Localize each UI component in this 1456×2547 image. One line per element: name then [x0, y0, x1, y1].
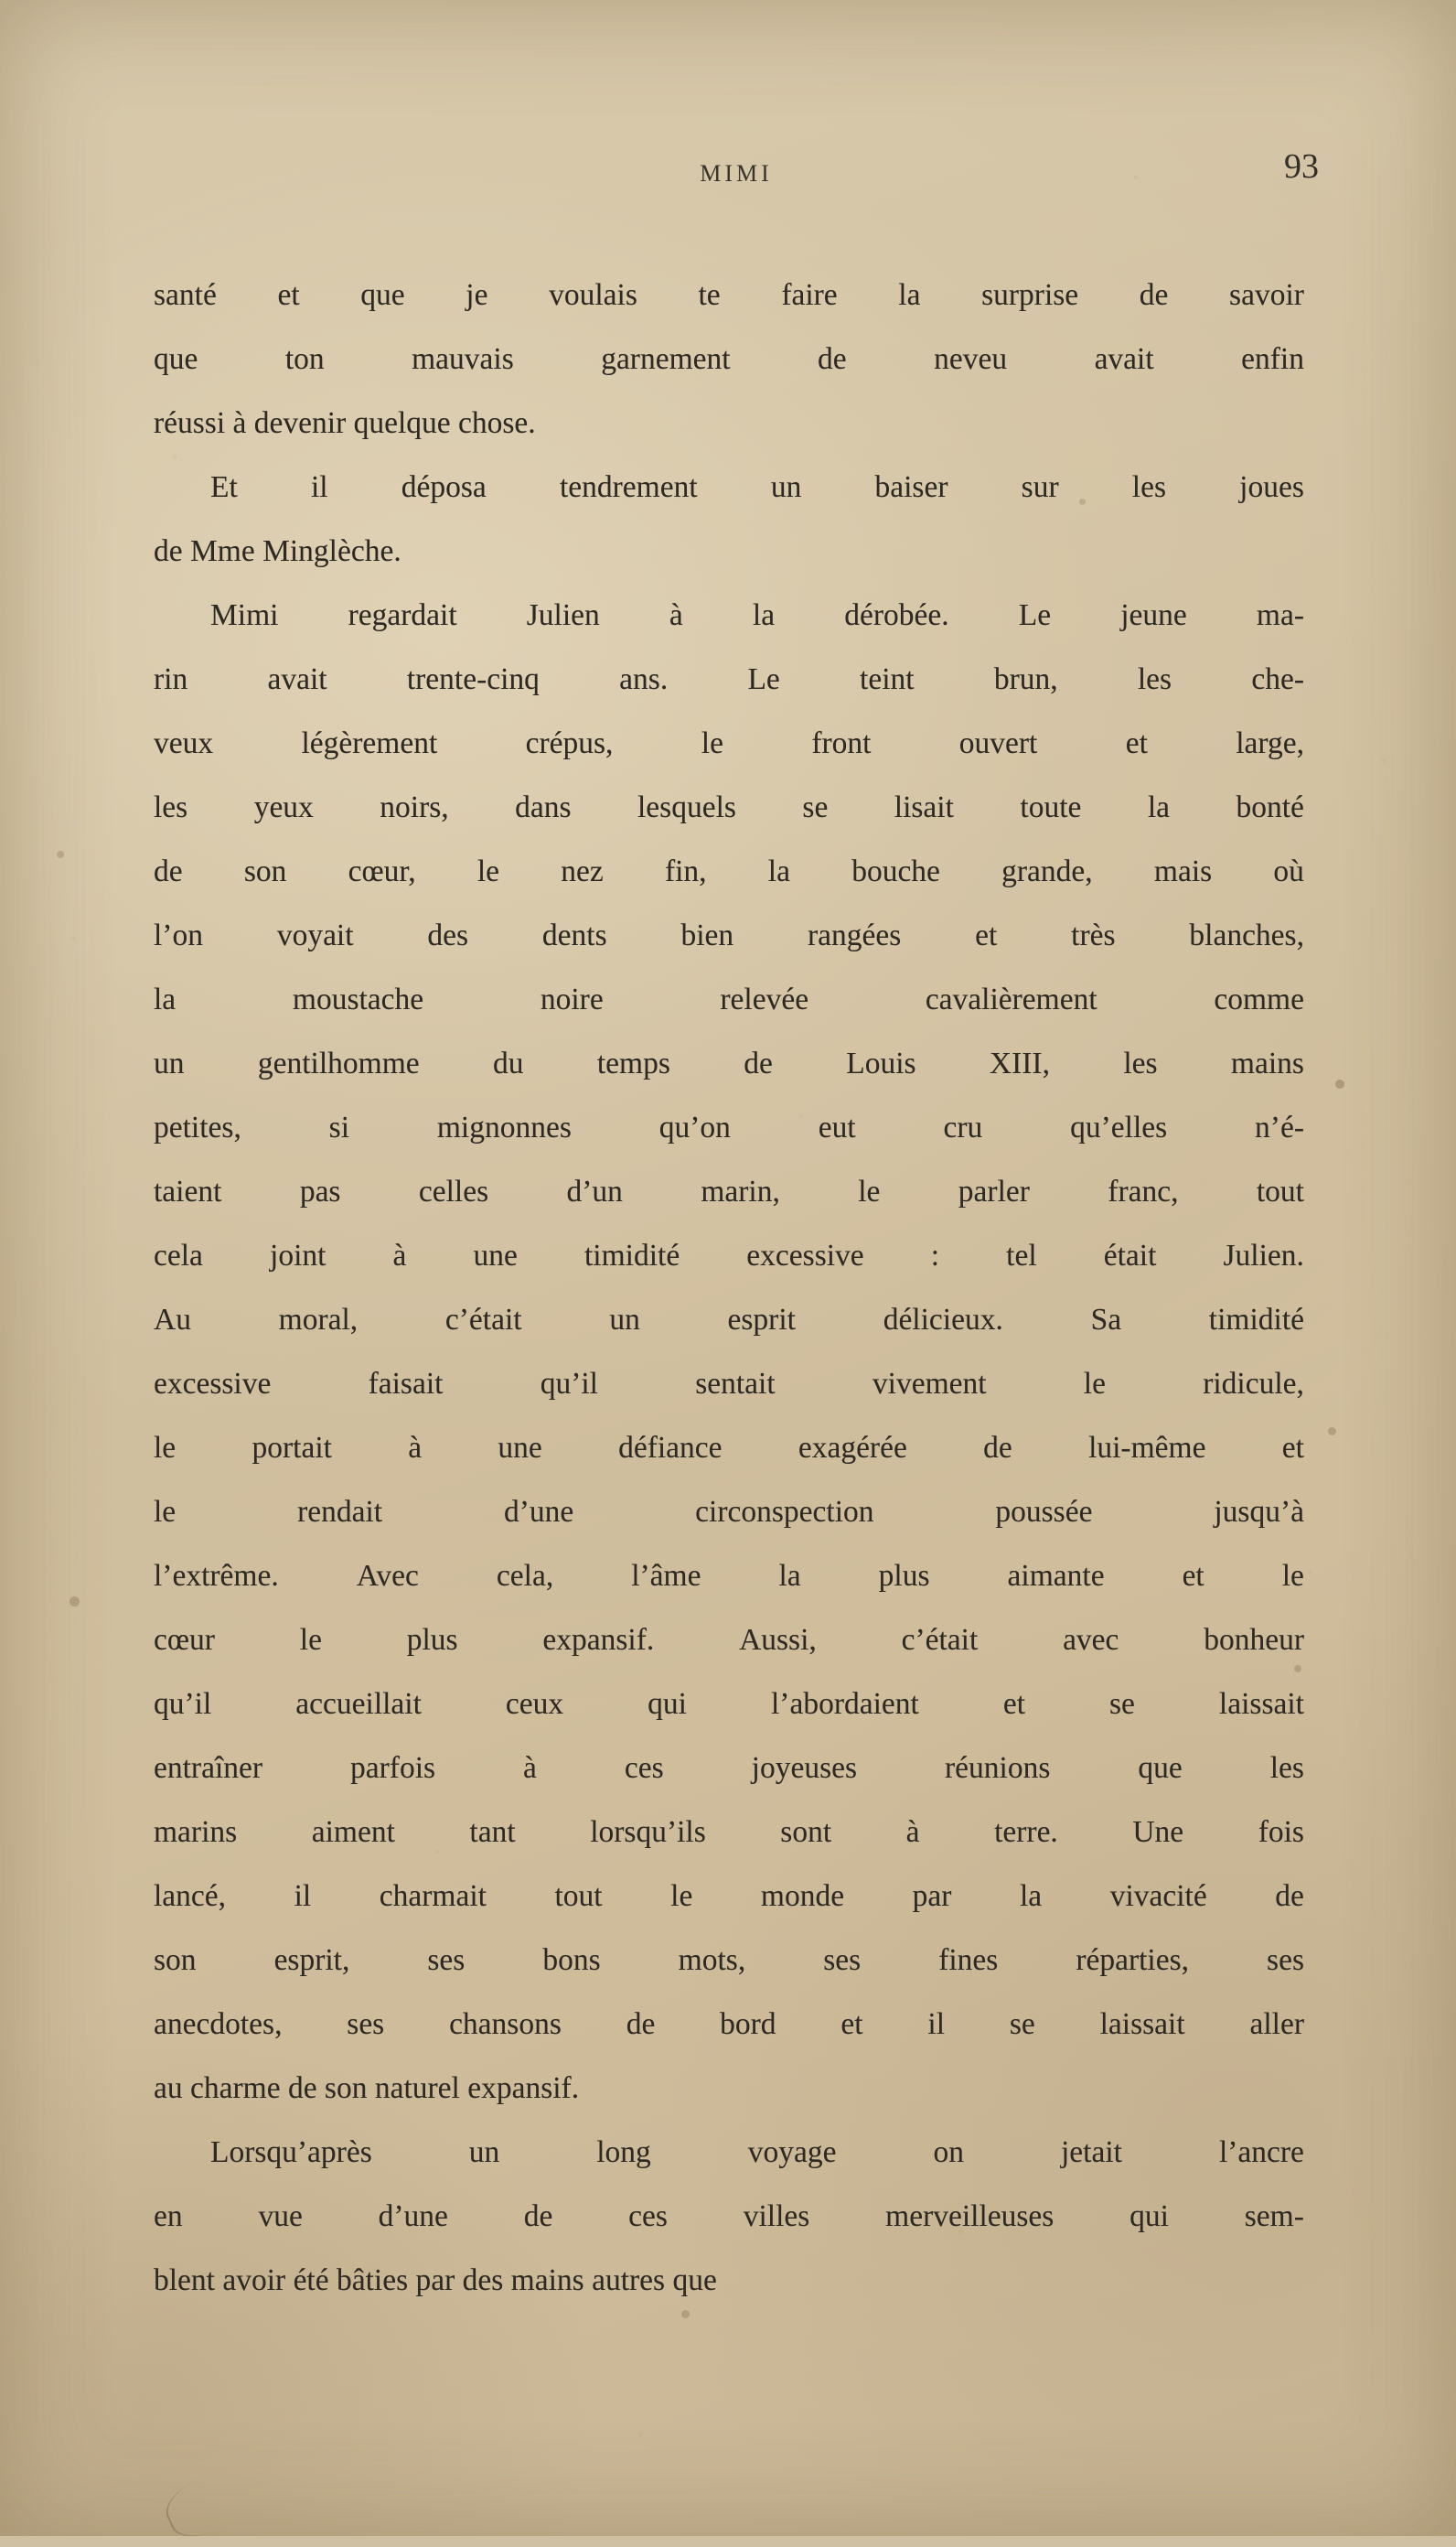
- paper-stain: [1328, 1427, 1336, 1435]
- text-line: [154, 1672, 1304, 1736]
- word: poussée: [995, 1495, 1093, 1529]
- word: joint: [270, 1239, 327, 1273]
- word: la: [778, 1559, 801, 1593]
- word: la: [898, 278, 921, 312]
- text-line: [154, 1480, 1304, 1544]
- word: gentilhomme: [257, 1047, 420, 1080]
- word: chansons: [449, 2007, 562, 2041]
- word: neveu: [934, 342, 1008, 376]
- word: large,: [1236, 726, 1304, 760]
- word: ton: [284, 342, 325, 376]
- word: délicieux.: [883, 1303, 1003, 1337]
- word: mains: [1230, 1047, 1304, 1080]
- word: l’on: [154, 919, 203, 952]
- word: à: [523, 1751, 537, 1785]
- paper-stain: [1335, 1080, 1344, 1089]
- word: le: [154, 1431, 177, 1465]
- word: tel: [1006, 1239, 1037, 1273]
- word: voyait: [276, 919, 354, 952]
- word: déposa: [401, 470, 487, 504]
- word: joyeuses: [751, 1751, 858, 1785]
- word: circonspection: [695, 1495, 874, 1529]
- word: cela: [154, 1239, 203, 1273]
- word: une: [498, 1431, 542, 1465]
- word: fines: [938, 1943, 999, 1977]
- word: de: [983, 1431, 1012, 1465]
- word: et: [840, 2007, 863, 2041]
- word: ces: [628, 2199, 668, 2233]
- word: ouvert: [958, 726, 1038, 760]
- word: petites,: [154, 1111, 241, 1145]
- word: le: [670, 1879, 693, 1913]
- text-line: [154, 1288, 1304, 1352]
- paragraph: [154, 584, 1304, 2121]
- word: veux: [154, 726, 214, 760]
- page-body-text: [154, 263, 1304, 2313]
- word: dans: [515, 790, 572, 824]
- word: que: [1138, 1751, 1183, 1785]
- word: le: [1281, 1559, 1304, 1593]
- word: bonheur: [1204, 1623, 1304, 1657]
- word: son: [243, 854, 287, 888]
- word: si: [328, 1111, 350, 1145]
- word: merveilleuses: [885, 2199, 1055, 2233]
- word: sur: [1021, 470, 1059, 504]
- word: excessive: [154, 1367, 272, 1401]
- word: moral,: [278, 1303, 359, 1337]
- word: un: [154, 1047, 185, 1080]
- word: timidité: [583, 1239, 680, 1273]
- word: faisait: [368, 1367, 444, 1401]
- word: teint: [860, 662, 915, 696]
- text-line: au charme de son naturel expansif.: [154, 2071, 580, 2105]
- text-line: [154, 2121, 1304, 2185]
- text-line: [154, 2185, 1304, 2249]
- word: lisait: [894, 790, 954, 824]
- word: un: [609, 1303, 640, 1337]
- word: grande,: [1001, 854, 1093, 888]
- text-line: [154, 1224, 1304, 1288]
- word: d’une: [503, 1495, 574, 1529]
- word: et: [277, 278, 300, 312]
- word: les: [1131, 470, 1166, 504]
- word: vivacité: [1109, 1879, 1207, 1913]
- word: ans.: [619, 662, 669, 696]
- text-line: [154, 263, 1304, 328]
- word: mais: [1153, 854, 1213, 888]
- text-line: [154, 1800, 1304, 1865]
- word: ma-: [1256, 598, 1304, 632]
- word: toute: [1020, 790, 1082, 824]
- word: charmait: [379, 1879, 487, 1913]
- word: monde: [760, 1879, 845, 1913]
- page-corner-crease: [158, 2452, 283, 2547]
- running-header: [154, 147, 1319, 197]
- word: plus: [878, 1559, 930, 1593]
- word: regardait: [348, 598, 457, 632]
- word: jeune: [1120, 598, 1187, 632]
- word: cavalièrement: [925, 983, 1097, 1016]
- text-line: [154, 840, 1304, 904]
- word: noire: [540, 983, 604, 1016]
- word: il: [294, 1879, 312, 1913]
- word: la: [1019, 1879, 1043, 1913]
- word: anecdotes,: [154, 2007, 283, 2041]
- word: où: [1273, 854, 1304, 888]
- word: ridicule,: [1203, 1367, 1304, 1401]
- paragraph: [154, 456, 1304, 584]
- word: portait: [252, 1431, 332, 1465]
- word: Julien.: [1223, 1239, 1304, 1273]
- word: aimante: [1007, 1559, 1105, 1593]
- word: du: [493, 1047, 524, 1080]
- word: défiance: [618, 1431, 723, 1465]
- word: et: [1281, 1431, 1304, 1465]
- word: avec: [1063, 1623, 1119, 1657]
- word: le: [858, 1175, 881, 1209]
- word: de: [818, 342, 847, 376]
- word: terre.: [994, 1815, 1058, 1849]
- word: te: [698, 278, 721, 312]
- word: timidité: [1208, 1303, 1304, 1337]
- word: mots,: [678, 1943, 746, 1977]
- word: on: [933, 2135, 964, 2169]
- word: se: [1109, 1687, 1135, 1721]
- word: l’âme: [631, 1559, 701, 1593]
- word: à: [669, 598, 683, 632]
- word: franc,: [1108, 1175, 1179, 1209]
- text-line: [154, 1736, 1304, 1800]
- paragraph: [154, 263, 1304, 456]
- word: le: [476, 854, 500, 888]
- word: parler: [958, 1175, 1030, 1209]
- word: comme: [1214, 983, 1304, 1016]
- word: cru: [943, 1111, 983, 1145]
- word: qu’on: [658, 1111, 731, 1145]
- word: marins: [154, 1815, 238, 1849]
- word: jetait: [1060, 2135, 1122, 2169]
- word: ses: [427, 1943, 466, 1977]
- text-line: réussi à devenir quelque chose.: [154, 406, 536, 440]
- word: aiment: [311, 1815, 395, 1849]
- paragraph: [154, 2121, 1304, 2313]
- word: tant: [469, 1815, 516, 1849]
- word: faire: [781, 278, 838, 312]
- word: Avec: [356, 1559, 419, 1593]
- word: vue: [258, 2199, 303, 2233]
- word: une: [473, 1239, 518, 1273]
- word: parfois: [350, 1751, 436, 1785]
- word: la: [752, 598, 776, 632]
- word: à: [408, 1431, 423, 1465]
- word: n’é-: [1255, 1111, 1304, 1145]
- word: temps: [596, 1047, 670, 1080]
- word: santé: [154, 278, 217, 312]
- word: la: [1147, 790, 1171, 824]
- word: lui-même: [1088, 1431, 1206, 1465]
- paper-stain: [57, 851, 64, 858]
- word: il: [927, 2007, 946, 2041]
- word: baiser: [874, 470, 948, 504]
- word: qui: [1129, 2199, 1169, 2233]
- word: Le: [1018, 598, 1052, 632]
- word: surprise: [981, 278, 1079, 312]
- word: était: [1103, 1239, 1157, 1273]
- word: le: [299, 1623, 322, 1657]
- text-line: [154, 1929, 1304, 1993]
- word: il: [310, 470, 328, 504]
- word: laissait: [1099, 2007, 1185, 2041]
- word: je: [466, 278, 488, 312]
- word: les: [1123, 1047, 1158, 1080]
- word: Et: [210, 470, 238, 504]
- word: et: [975, 919, 998, 952]
- word: un: [770, 470, 802, 504]
- word: lesquels: [637, 790, 736, 824]
- word: Le: [747, 662, 780, 696]
- word: voulais: [549, 278, 637, 312]
- word: lancé,: [154, 1879, 227, 1913]
- word: le: [1083, 1367, 1106, 1401]
- word: fin,: [664, 854, 707, 888]
- word: taient: [154, 1175, 222, 1209]
- text-line: [154, 1993, 1304, 2057]
- word: de: [1275, 1879, 1304, 1913]
- word: légèrement: [301, 726, 438, 760]
- word: dérobée.: [844, 598, 949, 632]
- paper-stain: [70, 1596, 80, 1607]
- word: Julien: [526, 598, 600, 632]
- word: expansif.: [542, 1623, 655, 1657]
- text-line: [154, 1352, 1304, 1416]
- word: très: [1071, 919, 1116, 952]
- word: pas: [299, 1175, 341, 1209]
- word: eut: [818, 1111, 856, 1145]
- word: esprit,: [273, 1943, 350, 1977]
- word: voyage: [747, 2135, 837, 2169]
- word: celles: [418, 1175, 489, 1209]
- word: rin: [154, 662, 188, 696]
- word: noirs,: [380, 790, 449, 824]
- text-line: blent avoir été bâties par des mains autres que: [154, 2263, 717, 2297]
- word: et: [1125, 726, 1148, 760]
- text-line: [154, 584, 1304, 648]
- text-line: [154, 968, 1304, 1032]
- word: la: [767, 854, 790, 888]
- word: bouche: [851, 854, 940, 888]
- word: excessive: [746, 1239, 864, 1273]
- word: se: [1009, 2007, 1035, 2041]
- word: ses: [823, 1943, 862, 1977]
- word: villes: [743, 2199, 810, 2233]
- word: trente-cinq: [406, 662, 540, 696]
- word: esprit: [727, 1303, 796, 1337]
- word: mauvais: [412, 342, 514, 376]
- word: brun,: [993, 662, 1058, 696]
- word: de: [523, 2199, 553, 2233]
- text-line: [154, 1608, 1304, 1672]
- word: que: [154, 342, 198, 376]
- word: cœur: [154, 1623, 215, 1657]
- word: de: [154, 854, 183, 888]
- word: avait: [267, 662, 327, 696]
- word: long: [596, 2135, 651, 2169]
- word: Sa: [1090, 1303, 1122, 1337]
- word: bien: [680, 919, 734, 952]
- word: aller: [1249, 2007, 1304, 2041]
- text-line: [154, 648, 1304, 712]
- word: cela,: [496, 1559, 554, 1593]
- word: tout: [1256, 1175, 1304, 1209]
- word: mignonnes: [436, 1111, 572, 1145]
- word: Louis: [846, 1047, 916, 1080]
- word: la: [154, 983, 177, 1016]
- word: plus: [406, 1623, 458, 1657]
- text-line: [154, 1032, 1304, 1096]
- text-line: [154, 776, 1304, 840]
- word: savoir: [1229, 278, 1304, 312]
- word: :: [930, 1239, 940, 1273]
- word: enfin: [1241, 342, 1304, 376]
- word: de: [744, 1047, 773, 1080]
- word: garnement: [601, 342, 731, 376]
- word: à: [905, 1815, 920, 1849]
- word: les: [1269, 1751, 1304, 1785]
- word: c’était: [901, 1623, 979, 1657]
- word: et: [1002, 1687, 1026, 1721]
- word: qu’il: [540, 1367, 598, 1401]
- word: blanches,: [1189, 919, 1304, 952]
- word: l’ancre: [1218, 2135, 1304, 2169]
- word: nez: [561, 854, 604, 888]
- text-line: [154, 904, 1304, 968]
- word: se: [802, 790, 829, 824]
- word: l’extrême.: [154, 1559, 279, 1593]
- word: cœur,: [348, 854, 416, 888]
- word: son: [154, 1943, 197, 1977]
- text-line: [154, 1096, 1304, 1160]
- running-head-title: MIMI: [700, 160, 773, 187]
- word: tendrement: [559, 470, 698, 504]
- word: par: [912, 1879, 952, 1913]
- word: un: [468, 2135, 500, 2169]
- word: ces: [624, 1751, 664, 1785]
- word: c’était: [444, 1303, 522, 1337]
- word: crépus,: [525, 726, 614, 760]
- word: l’abordaient: [770, 1687, 919, 1721]
- word: laissait: [1218, 1687, 1304, 1721]
- text-line: [154, 1416, 1304, 1480]
- word: le: [701, 726, 723, 760]
- word: sont: [780, 1815, 832, 1849]
- word: les: [154, 790, 188, 824]
- word: Au: [154, 1303, 191, 1337]
- word: en: [154, 2199, 183, 2233]
- word: sentait: [695, 1367, 776, 1401]
- word: entraîner: [154, 1751, 263, 1785]
- word: qui: [648, 1687, 687, 1721]
- word: lorsqu’ils: [590, 1815, 706, 1849]
- word: che-: [1251, 662, 1304, 696]
- text-line: [154, 1544, 1304, 1608]
- word: tout: [554, 1879, 603, 1913]
- word: qu’il: [154, 1687, 212, 1721]
- word: qu’elles: [1070, 1111, 1168, 1145]
- text-line: [154, 1160, 1304, 1224]
- text-line: [154, 456, 1304, 520]
- word: sem-: [1244, 2199, 1304, 2233]
- word: dents: [541, 919, 607, 952]
- word: que: [360, 278, 405, 312]
- word: réunions: [945, 1751, 1051, 1785]
- word: de: [1139, 278, 1169, 312]
- word: relevée: [720, 983, 809, 1016]
- word: bons: [542, 1943, 601, 1977]
- word: marin,: [701, 1175, 780, 1209]
- word: vivement: [872, 1367, 987, 1401]
- word: bonté: [1236, 790, 1304, 824]
- word: avait: [1094, 342, 1154, 376]
- word: d’un: [566, 1175, 623, 1209]
- word: yeux: [253, 790, 314, 824]
- word: Mimi: [210, 598, 279, 632]
- word: les: [1137, 662, 1172, 696]
- word: moustache: [292, 983, 424, 1016]
- word: rendait: [297, 1495, 383, 1529]
- word: Aussi,: [739, 1623, 817, 1657]
- word: rangées: [807, 919, 902, 952]
- text-line: [154, 328, 1304, 392]
- word: ses: [347, 2007, 385, 2041]
- word: jusqu’à: [1214, 1495, 1304, 1529]
- word: ses: [1267, 1943, 1304, 1977]
- text-line: de Mme Minglèche.: [154, 534, 401, 568]
- word: à: [392, 1239, 407, 1273]
- word: Lorsqu’après: [210, 2135, 372, 2169]
- word: de: [626, 2007, 656, 2041]
- word: bord: [720, 2007, 776, 2041]
- word: ceux: [505, 1687, 564, 1721]
- word: fois: [1258, 1815, 1304, 1849]
- page-number: 93: [1284, 147, 1319, 186]
- word: et: [1182, 1559, 1204, 1593]
- word: le: [154, 1495, 177, 1529]
- word: front: [811, 726, 872, 760]
- word: accueillait: [295, 1687, 422, 1721]
- word: Une: [1132, 1815, 1184, 1849]
- word: d’une: [378, 2199, 448, 2233]
- text-line: [154, 1865, 1304, 1929]
- word: joues: [1239, 470, 1304, 504]
- text-line: [154, 712, 1304, 776]
- word: réparties,: [1076, 1943, 1190, 1977]
- word: exagérée: [798, 1431, 907, 1465]
- word: des: [427, 919, 469, 952]
- word: XIII,: [989, 1047, 1050, 1080]
